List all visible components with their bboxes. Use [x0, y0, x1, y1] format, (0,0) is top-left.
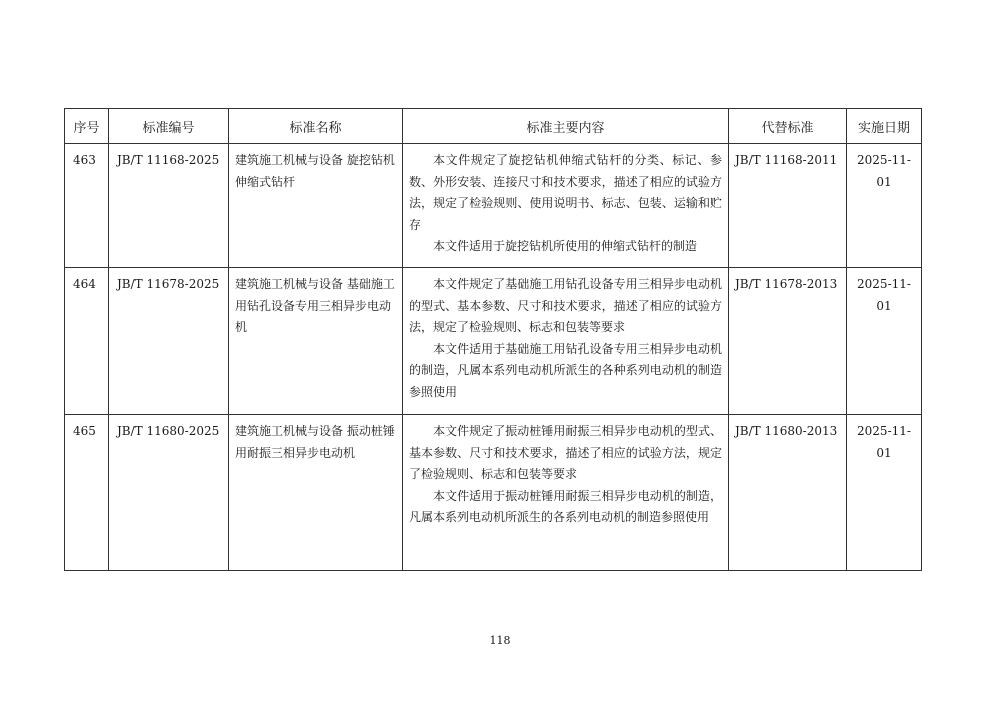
- header-name: 标准名称: [229, 109, 403, 144]
- row-date: 2025-11-01: [847, 144, 922, 268]
- content-applicability-paragraph: 本文件适用于旋挖钻机所使用的伸缩式钻杆的制造: [433, 239, 698, 253]
- row-content: [403, 415, 729, 571]
- header-code: 标准编号: [109, 109, 229, 144]
- content-applicability-paragraph: 本文件适用于振动桩锤用耐振三相异步电动机的制造，凡属本系列电动机所派生的各系列电动机的制造参照使用: [409, 488, 722, 524]
- header-date: 实施日期: [847, 109, 922, 144]
- row-content: [403, 268, 729, 415]
- table-row: [65, 144, 922, 268]
- content-scope-paragraph: 本文件规定了振动桩锤用耐振三相异步电动机的型式、基本参数、尺寸和技术要求，描述了相应的试验方法，规定了检验规则、标志和包装等要求: [409, 424, 722, 481]
- header-row: [65, 109, 922, 144]
- header-content: 标准主要内容: [403, 109, 729, 144]
- row-replaced: JB/T 11680-2013: [729, 415, 847, 571]
- content-scope-paragraph: 本文件规定了基础施工用钻孔设备专用三相异步电动机的型式、基本参数、尺寸和技术要求，描述了相应的试验方法，规定了检验规则、标志和包装等要求: [409, 277, 722, 334]
- row-name: 建筑施工机械与设备 基础施工用钻孔设备专用三相异步电动机: [229, 268, 403, 415]
- table-row: [65, 415, 922, 571]
- content-applicability-paragraph: 本文件适用于基础施工用钻孔设备专用三相异步电动机的制造，凡属本系列电动机所派生的各种系列电动机的制造参照使用: [409, 341, 722, 399]
- row-no: 465: [65, 415, 109, 571]
- row-date: 2025-11-01: [847, 268, 922, 415]
- row-date: 2025-11-01: [847, 415, 922, 571]
- row-code: JB/T 11678-2025: [109, 268, 229, 415]
- row-name: 建筑施工机械与设备 振动桩锤用耐振三相异步电动机: [229, 415, 403, 571]
- content-scope-paragraph: 本文件规定了旋挖钻机伸缩式钻杆的分类、标记、参数、外形安装、连接尺寸和技术要求，描述了相应的试验方法，规定了检验规则、使用说明书、标志、包装、运输和贮存: [409, 153, 722, 232]
- row-name: 建筑施工机械与设备 旋挖钻机伸缩式钻杆: [229, 144, 403, 268]
- row-replaced: JB/T 11678-2013: [729, 268, 847, 415]
- row-content: [403, 144, 729, 268]
- standards-table: [64, 108, 922, 571]
- row-no: 463: [65, 144, 109, 268]
- row-code: JB/T 11680-2025: [109, 415, 229, 571]
- header-replaced: 代替标准: [729, 109, 847, 144]
- header-no: 序号: [65, 109, 109, 144]
- page-number: 118: [489, 634, 511, 647]
- row-code: JB/T 11168-2025: [109, 144, 229, 268]
- table-row: [65, 268, 922, 415]
- row-replaced: JB/T 11168-2011: [729, 144, 847, 268]
- row-no: 464: [65, 268, 109, 415]
